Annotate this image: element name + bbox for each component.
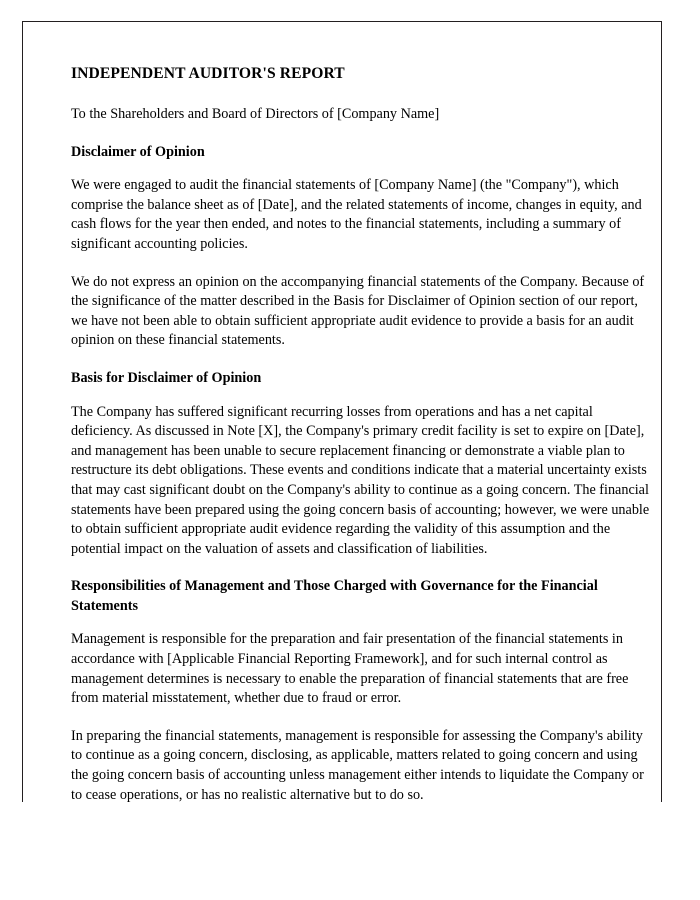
page-title: INDEPENDENT AUDITOR'S REPORT xyxy=(71,65,345,82)
paragraph-management-going-concern-assessment: In preparing the financial statements, management is responsible for assessing the Company's ability to continue as a going concern, disclosing, as applicable, matters related to going concern and using the going concern basis of accounting unless management either intends to liquidate the Company or to cease operations, or has no realistic alternative but to do so. xyxy=(71,727,644,803)
paragraph-management-preparation-responsibility: Management is responsible for the preparation and fair presentation of the financial statements in accordance with [Applicable Financial Reporting Framework], and for such internal control as management determines is necessary to enable the preparation of financial statements that are free from material misstatement, whether due to fraud or error. xyxy=(71,631,629,707)
paragraph-going-concern-uncertainty: The Company has suffered significant recurring losses from operations and has a net capital deficiency. As discussed in Note [X], the Company's primary credit facility is set to expire on [Date], and management has been unable to secure replacement financing or demonstrate a viable plan to restructure its debt obligations. These events and conditions indicate that a material uncertainty exists that may cast significant doubt on the Company's ability to continue as a going concern. The financial statements have been prepared using the going concern basis of accounting; however, we were unable to obtain sufficient appropriate audit evidence regarding the validity of this assumption and the potential impact on the valuation of assets and classification of liabilities. xyxy=(71,403,650,557)
section-heading-responsibilities-of-management: Responsibilities of Management and Those Charged with Governance for the Financial Statements xyxy=(71,578,598,614)
paragraph-no-opinion-expressed: We do not express an opinion on the accompanying financial statements of the Company. Because of the significance of the matter described in the Basis for Disclaimer of Opinion section of our report, we have not been able to obtain sufficient appropriate audit evidence to provide a basis for an audit opinion on these financial statements. xyxy=(71,273,645,349)
paragraph-engagement-scope: We were engaged to audit the financial statements of [Company Name] (the "Company"), which comprise the balance sheet as of [Date], and the related statements of income, changes in equity, and cash flows for the year then ended, and notes to the financial statements, including a summary of significant accounting policies. xyxy=(71,177,642,252)
document-body xyxy=(71,64,654,805)
report-addressee: To the Shareholders and Board of Directors of [Company Name] xyxy=(71,106,440,122)
document-page-sheet xyxy=(22,21,662,802)
section-heading-basis-for-disclaimer-of-opinion: Basis for Disclaimer of Opinion xyxy=(71,369,262,386)
section-heading-disclaimer-of-opinion: Disclaimer of Opinion xyxy=(71,143,205,160)
